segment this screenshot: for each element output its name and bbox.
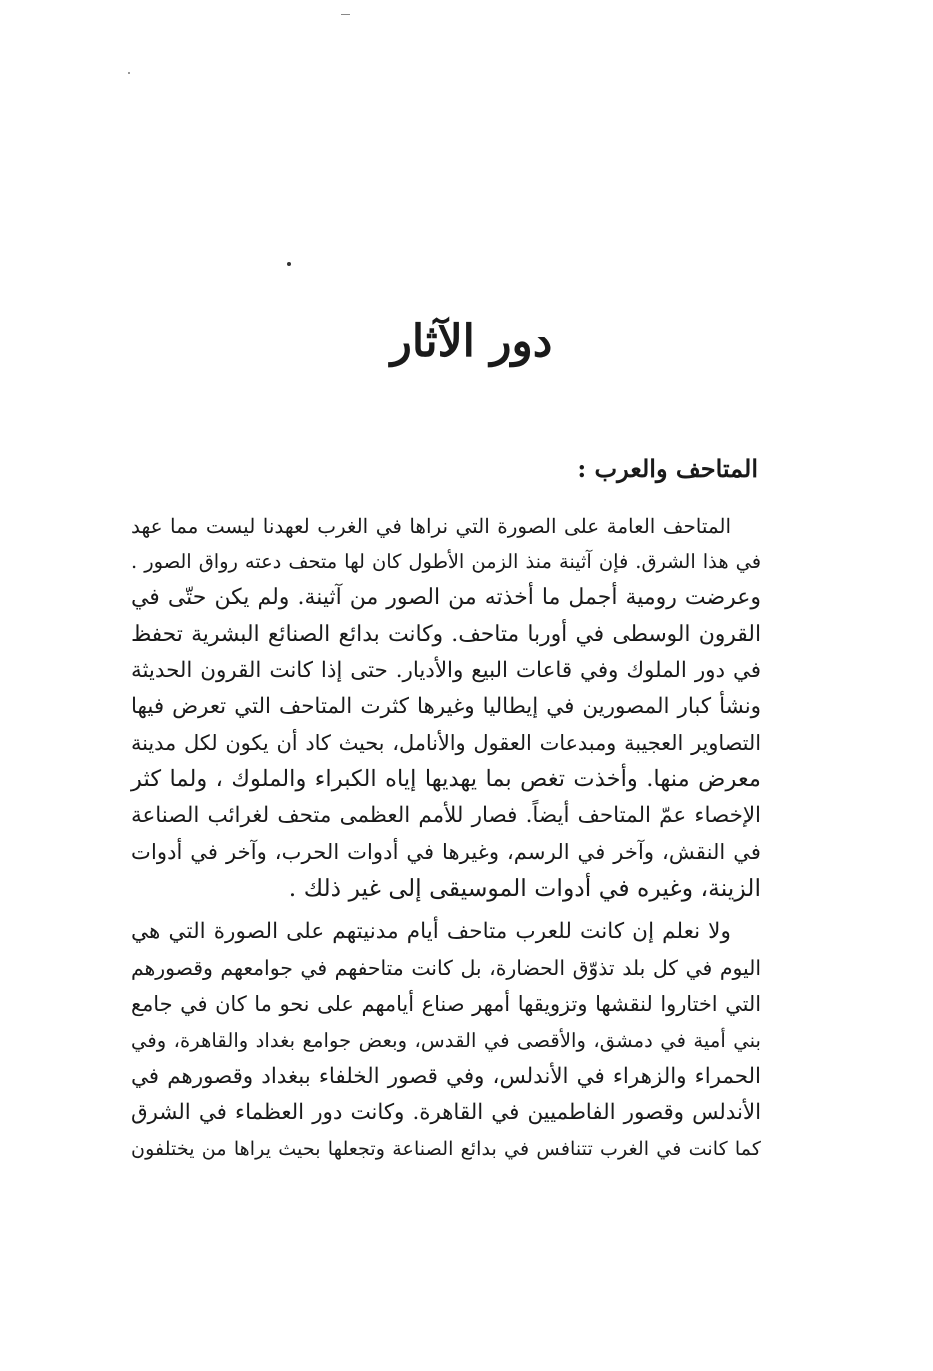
text-line: الإخصاء عمّ المتاحف أيضاً. فصار للأمم العظمى متحف لغرائب الصناعة xyxy=(131,802,761,828)
text-line: الأندلس وقصور الفاطميين في القاهرة. وكانت دور العظماء في الشرق xyxy=(131,1100,761,1125)
text-line: المتاحف العامة على الصورة التي نراها في الغرب لعهدنا ليست مما عهد xyxy=(131,514,731,538)
text-line: ونشأ كبار المصورين في إيطاليا وغيرها كثرت المتاحف التي تعرض فيها xyxy=(131,693,761,719)
text-line: كما كانت في الغرب تتنافس في بدائع الصناعة وتجعلها بحيث يراها من يختلفون xyxy=(131,1137,761,1161)
text-line: الزينة، وغيره في أدوات الموسيقى إلى غير ذلك . xyxy=(288,873,761,902)
section-heading: المتاحف والعرب : xyxy=(577,454,758,483)
text-line: الحمراء والزهراء في الأندلس، وفي قصور الخلفاء ببغداد وقصورهم في xyxy=(131,1063,761,1089)
body-text xyxy=(131,508,761,1167)
chapter-title: دور الآثار xyxy=(390,316,553,367)
paragraph-gap xyxy=(131,906,761,914)
text-line: في دور الملوك وفي قاعات البيع والأديار. حتى إذا كانت القرون الحديثة xyxy=(131,657,761,683)
text-line: في النقش، وآخر في الرسم، وغيرها في أدوات الحرب، وآخر في أدوات xyxy=(131,838,761,864)
text-line: التصاوير العجيبة ومبدعات العقول والأنامل، بحيث كاد أن يكون لكل مدينة xyxy=(131,731,761,756)
text-line: ولا نعلم إن كانت للعرب متاحف أيام مدنيتهم على الصورة التي هي xyxy=(131,919,731,945)
text-line: القرون الوسطى في أوربا متاحف. وكانت بدائع الصنائع البشرية تحفظ xyxy=(131,621,761,647)
scan-speck xyxy=(128,72,130,74)
text-line: وعرضت رومية أجمل ما أخذته من الصور من آثينة. ولم يكن حتّى في xyxy=(131,585,761,611)
scan-speck xyxy=(287,262,291,266)
text-line: اليوم في كل بلد تذوّق الحضارة، بل كانت متاحفهم في جوامعهم وقصورهم xyxy=(131,956,761,981)
text-line: معرض منها. وأخذت تغص بما يهديها إياه الكبراء والملوك ، ولما كثر xyxy=(131,766,761,793)
text-line: بني أمية في دمشق، والأقصى في القدس، وبعض جوامع بغداد والقاهرة، وفي xyxy=(131,1028,761,1052)
text-line: التي اختاروا لنقشها وتزويقها أمهر صناع أيامهم على نحو ما كان في جامع xyxy=(131,992,761,1017)
text-line: في هذا الشرق. فإن آثينة منذ الزمن الأطول كان لها متحف دعته رواق الصور . xyxy=(131,550,761,574)
scan-speck xyxy=(341,14,350,15)
